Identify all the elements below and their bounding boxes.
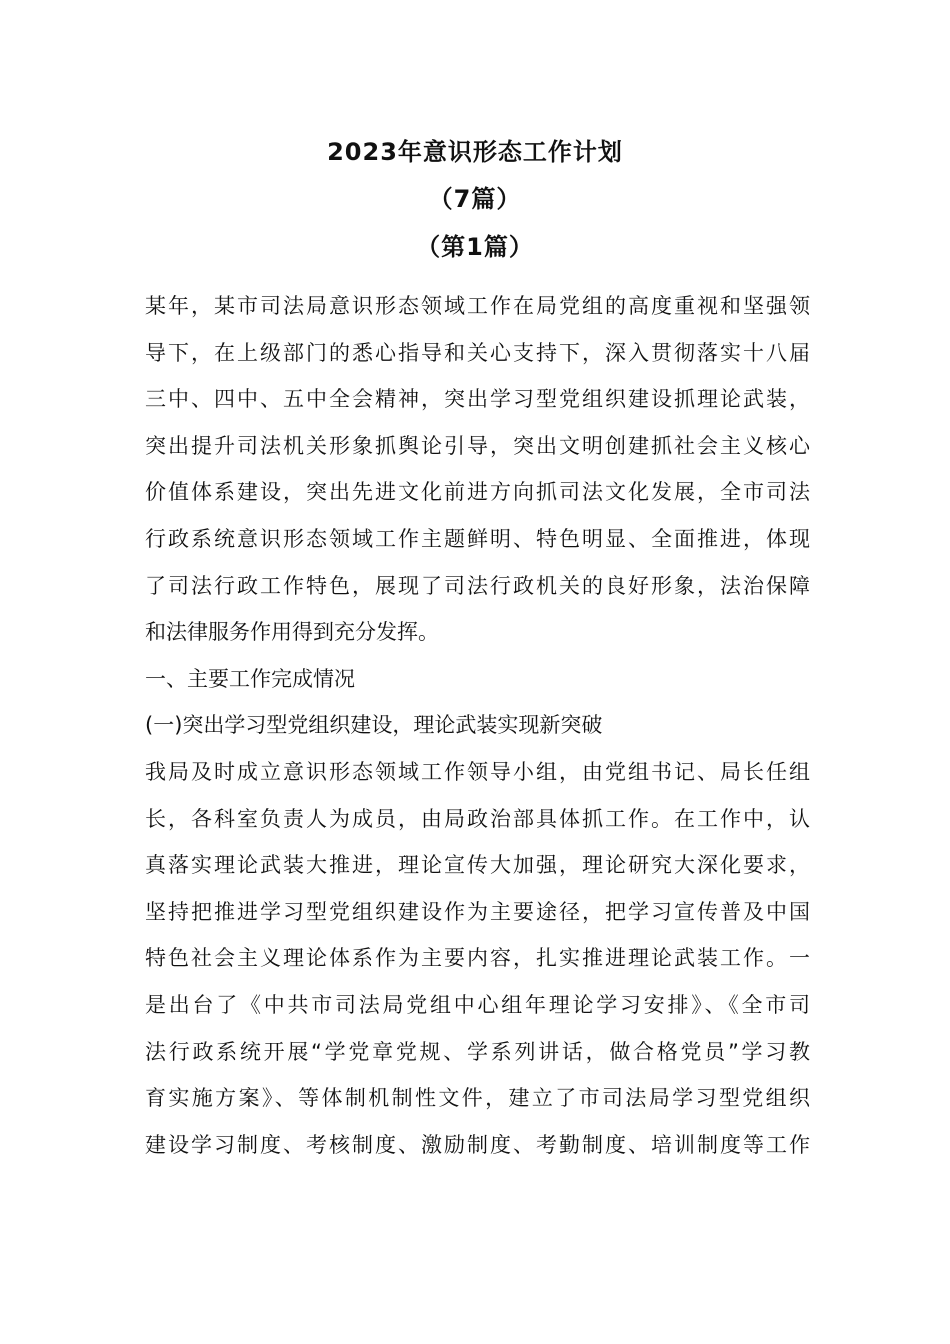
text-line: 某年，某市司法局意识形态领域工作在局党组的高度重视和坚强领 [145,294,810,318]
text-line: 行政系统意识形态领域工作主题鲜明、特色明显、全面推进，体现 [145,526,810,551]
text-line: 坚持把推进学习型党组织建设作为主要途径，把学习宣传普及中国 [145,899,810,924]
text-line: 突出提升司法机关形象抓舆论引导，突出文明创建抓社会主义核心 [145,433,810,458]
document-title: 2023年意识形态工作计划 [327,138,623,166]
text-line: 导下，在上级部门的悉心指导和关心支持下，深入贯彻落实十八届 [145,340,810,365]
text-line: 三中、四中、五中全会精神，突出学习型党组织建设抓理论武装， [145,387,810,412]
text-line: 价值体系建设，突出先进文化前进方向抓司法文化发展，全市司法 [145,480,810,505]
text-line: 一、主要工作完成情况 [145,666,355,691]
document-subtitle: （7篇） [428,185,522,213]
text-line: 长，各科室负责人为成员，由局政治部具体抓工作。在工作中，认 [145,806,810,831]
text-line: 和法律服务作用得到充分发挥。 [145,620,439,645]
text-line: 真落实理论武装大推进，理论宣传大加强，理论研究大深化要求， [145,853,810,878]
text-line: 法行政系统开展“学党章党规、学系列讲话，做合格党员”学习教 [145,1039,810,1064]
body-text [145,283,810,1168]
text-line: (一)突出学习型党组织建设，理论武装实现新突破 [145,713,603,738]
text-line: 是出台了《中共市司法局党组中心组年理论学习安排》、《全市司 [145,992,810,1017]
text-line: 建设学习制度、考核制度、激励制度、考勤制度、培训制度等工作 [145,1132,810,1157]
text-line: 了司法行政工作特色，展现了司法行政机关的良好形象，法治保障 [145,573,810,598]
text-line: 育实施方案》、等体制机制性文件，建立了市司法局学习型党组织 [145,1086,810,1111]
text-line: 我局及时成立意识形态领域工作领导小组，由党组书记、局长任组 [145,759,810,784]
text-line: 特色社会主义理论体系作为主要内容，扎实推进理论武装工作。一 [145,946,810,971]
section-heading: （第1篇） [416,233,534,261]
